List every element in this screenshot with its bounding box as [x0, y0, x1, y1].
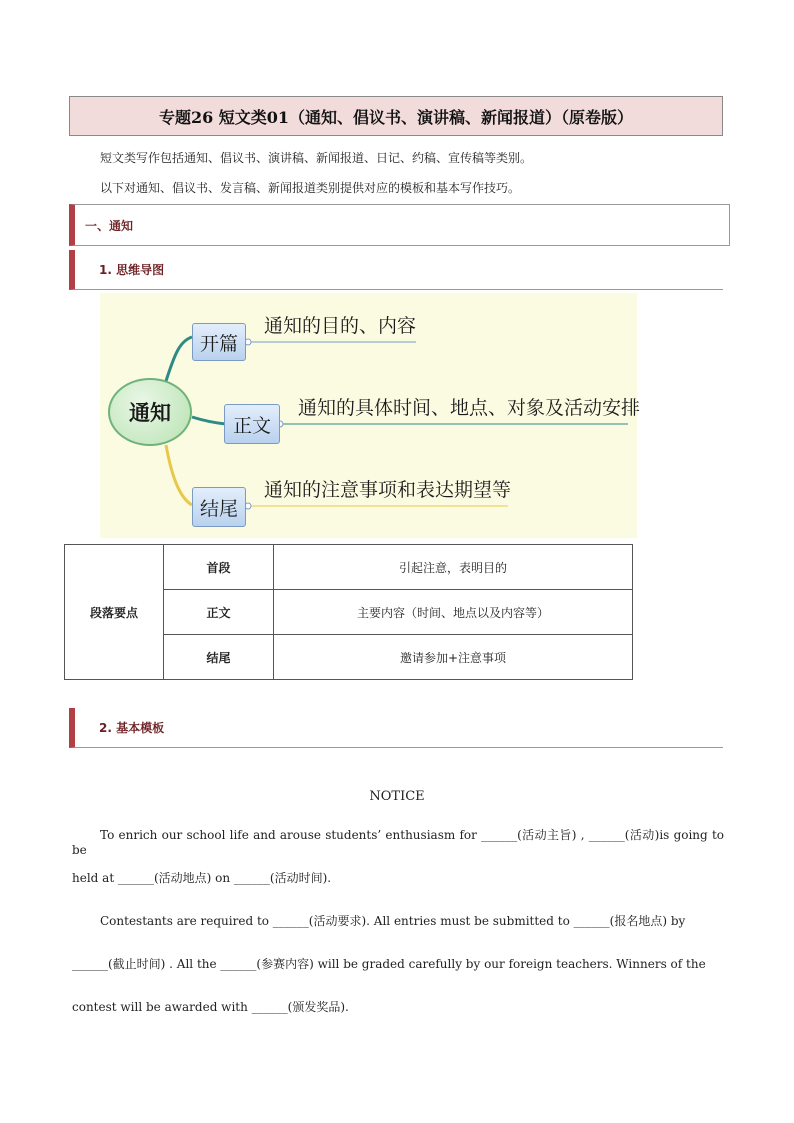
section-heading-label: 一、通知: [85, 218, 134, 233]
mind-map-root: 通知: [108, 378, 192, 446]
notice-p1-line2: held at ______(活动地点) on ______(活动时间).: [72, 871, 332, 885]
intro-line-2: 以下对通知、倡议书、发言稿、新闻报道类别提供对应的模板和基本写作技巧。: [100, 181, 521, 195]
connector-root-to-ending: [166, 445, 192, 505]
mind-map-text-body: 通知的具体时间、地点、对象及活动安排: [298, 397, 641, 419]
mind-map-text-ending: 通知的注意事项和表达期望等: [264, 479, 512, 501]
mind-map-node-body: 正文: [224, 404, 280, 444]
subsection-heading-label: 2. 基本模板: [99, 721, 165, 735]
table-cell-part: 正文: [164, 590, 274, 635]
notice-p1-line1: To enrich our school life and arouse students’ enthusiasm for ______(活动主旨) , ______(活动)is going to be: [72, 828, 724, 857]
table-cell-content: 引起注意，表明目的: [274, 545, 633, 590]
table-cell-part: 首段: [164, 545, 274, 590]
notice-title: NOTICE: [369, 789, 425, 804]
section-heading-notice: [69, 204, 730, 246]
page-title: 专题26 短文类01（通知、倡议书、演讲稿、新闻报道）（原卷版）: [69, 96, 723, 136]
connector-root-to-opening: [166, 337, 192, 381]
mind-map: [100, 293, 641, 538]
connector-root-to-body: [192, 417, 226, 424]
notice-p2-line3: contest will be awarded with ______(颁发奖品).: [72, 1000, 349, 1014]
subsection-heading-label: 1. 思维导图: [99, 263, 165, 277]
table-cell-part: 结尾: [164, 635, 274, 680]
notice-p2-line2: ______(截止时间) . All the ______(参赛内容) will be graded carefully by our foreign teachers. Winners of the: [72, 957, 706, 971]
table-cell-content: 邀请参加+注意事项: [274, 635, 633, 680]
subsection-heading-template: [69, 708, 723, 748]
mind-map-node-ending: 结尾: [192, 487, 246, 527]
notice-p2-line1: Contestants are required to ______(活动要求). All entries must be submitted to ______(报名地点) by: [100, 914, 686, 928]
table-row: [65, 545, 633, 590]
intro-line-1: 短文类写作包括通知、倡议书、演讲稿、新闻报道、日记、约稿、宣传稿等类别。: [100, 151, 533, 165]
table-cell-content: 主要内容（时间、地点以及内容等）: [274, 590, 633, 635]
subsection-heading-mindmap: [69, 250, 723, 290]
table-group-label: 段落要点: [65, 545, 164, 680]
paragraph-points-table: [64, 544, 633, 680]
mind-map-node-opening: 开篇: [192, 323, 246, 361]
mind-map-text-opening: 通知的目的、内容: [264, 315, 417, 337]
